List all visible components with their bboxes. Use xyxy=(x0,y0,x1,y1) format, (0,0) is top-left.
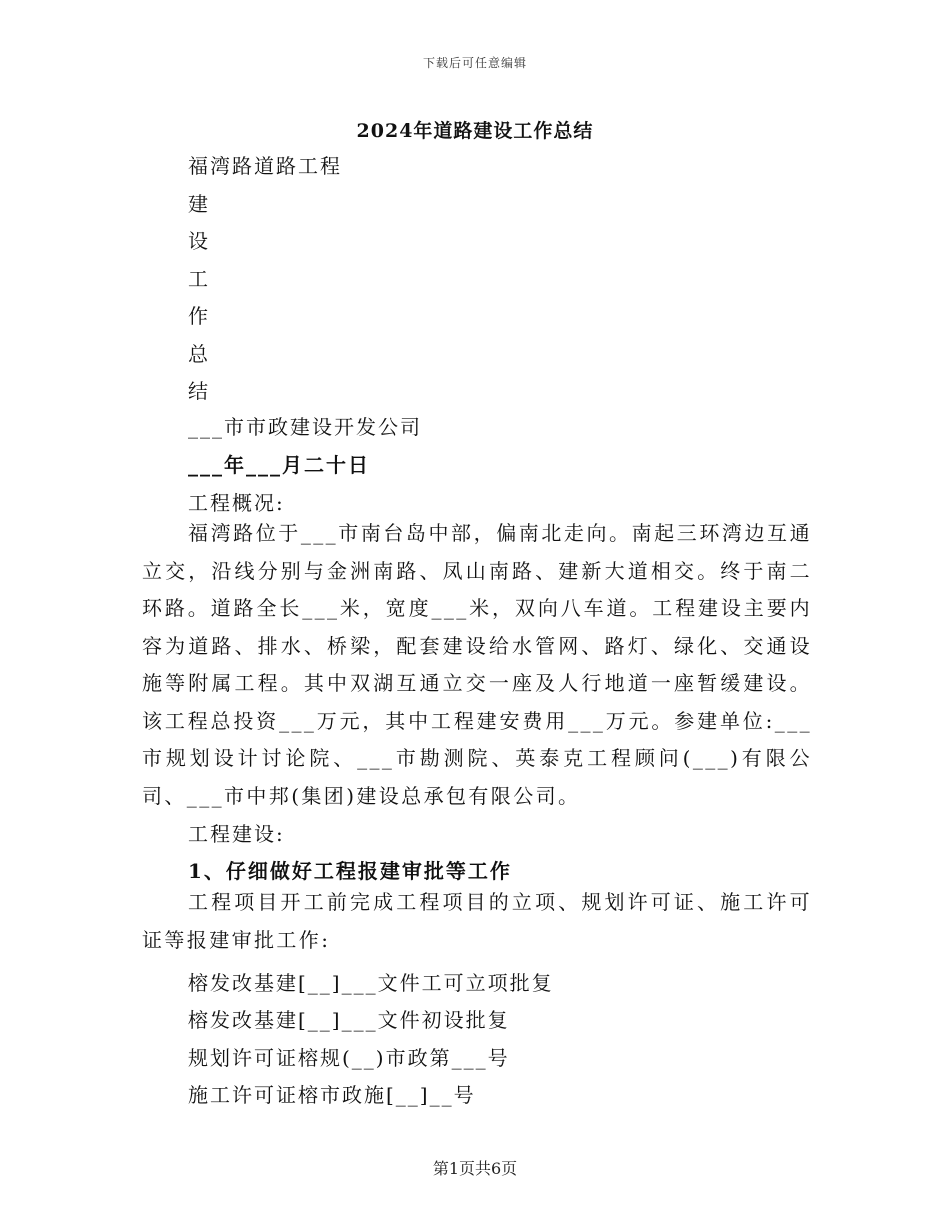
approval-item: 榕发改基建[__]___文件工可立项批复 xyxy=(188,971,554,995)
section-1-heading: 1、仔细做好工程报建审批等工作 xyxy=(188,859,512,883)
construction-heading: 工程建设: xyxy=(188,822,285,846)
cover-char: 总 xyxy=(188,342,210,366)
cover-char: 设 xyxy=(188,229,210,253)
overview-paragraph: 福湾路位于___市南台岛中部，偏南北走向。南起三环湾边互通立交，沿线分别与金洲南路、凤山南路、建新大道相交。终于南二环路。道路全长___米，宽度___米，双向八车道。工程建设主要内容为道路、排水、桥梁，配套建设给水管网、路灯、绿化、交通设施等附属工程。其中双湖互通立交一座及人行地道一座暂缓建设。该工程总投资___万元，其中工程建安费用___万元。参建单位:___市规划设计讨论院、___市勘测院、英泰克工程顾问(___)有限公司、___市中邦(集团)建设总承包有限公司。 xyxy=(142,521,812,808)
document-date: ___年___月二十日 xyxy=(188,453,370,477)
approval-item: 施工许可证榕市政施[__]__号 xyxy=(188,1083,476,1107)
cover-char: 结 xyxy=(188,379,210,403)
approval-item: 规划许可证榕规(__)市政第___号 xyxy=(188,1046,510,1070)
overview-heading: 工程概况: xyxy=(188,491,285,515)
document-title: 2024年道路建设工作总结 xyxy=(356,120,594,142)
page-number: 第1页共6页 xyxy=(432,1159,518,1178)
cover-project-name: 福湾路道路工程 xyxy=(188,154,342,178)
cover-char: 作 xyxy=(188,304,210,328)
section-1-paragraph: 工程项目开工前完成工程项目的立项、规划许可证、施工许可证等报建审批工作: xyxy=(142,890,812,952)
page-header-note: 下载后可任意编辑 xyxy=(422,56,527,70)
cover-char: 建 xyxy=(188,192,210,216)
cover-char: 工 xyxy=(188,267,210,291)
company-name: ___市市政建设开发公司 xyxy=(188,415,422,439)
approval-item: 榕发改基建[__]___文件初设批复 xyxy=(188,1008,510,1032)
